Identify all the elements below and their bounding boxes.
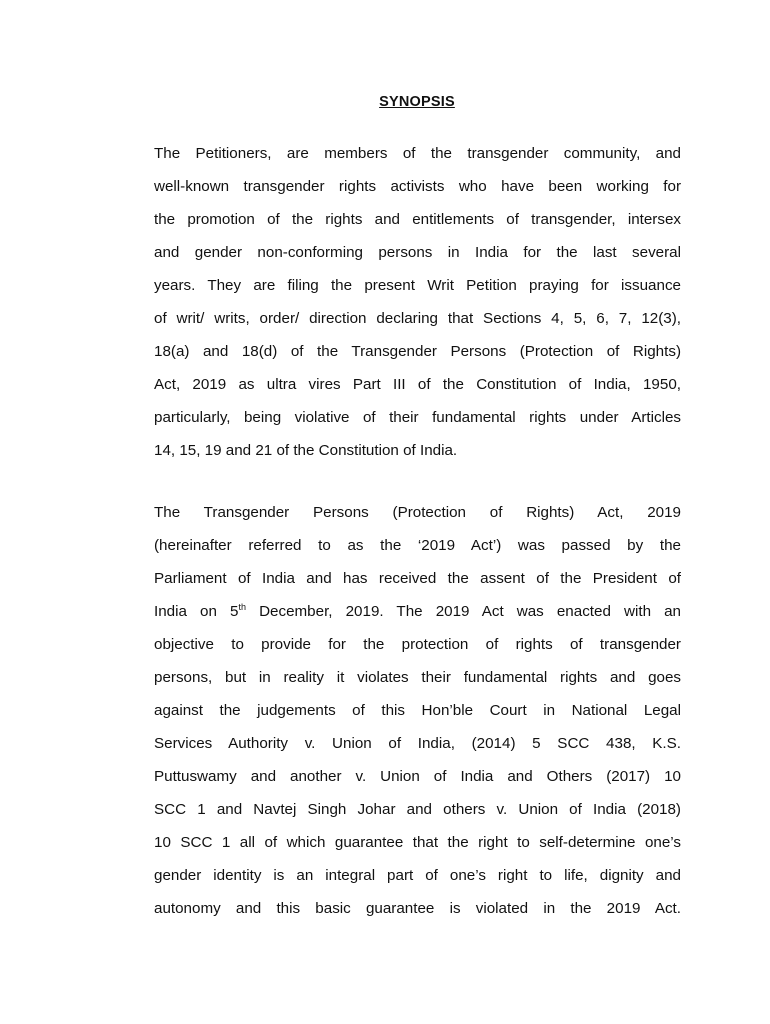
paragraph-line: objective to provide for the protection of rights of transgender (154, 636, 681, 653)
paragraph-line: the promotion of the rights and entitlements of transgender, intersex (154, 211, 681, 228)
paragraph-line: autonomy and this basic guarantee is violated in the 2019 Act. (154, 900, 681, 917)
paragraph-line: The Transgender Persons (Protection of Rights) Act, 2019 (154, 504, 681, 521)
paragraph-line: well-known transgender rights activists who have been working for (154, 178, 681, 195)
paragraph-line: Act, 2019 as ultra vires Part III of the Constitution of India, 1950, (154, 376, 681, 393)
ordinal-superscript: th (238, 602, 246, 612)
paragraph-line: 14, 15, 19 and 21 of the Constitution of India. (154, 442, 458, 459)
document-title: SYNOPSIS (379, 94, 455, 110)
paragraph-line: Puttuswamy and another v. Union of India and Others (2017) 10 (154, 768, 681, 785)
paragraph-line: and gender non-conforming persons in India for the last several (154, 244, 681, 261)
paragraph-line: years. They are filing the present Writ Petition praying for issuance (154, 277, 681, 294)
paragraph-line: persons, but in reality it violates their fundamental rights and goes (154, 669, 681, 686)
date-text-suffix: December, 2019. The 2019 Act was enacted with an (245, 603, 681, 620)
paragraph-petitioners (154, 137, 681, 467)
paragraph-line: against the judgements of this Hon’ble Court in National Legal (154, 702, 681, 719)
paragraph-line: of writ/ writs, order/ direction declaring that Sections 4, 5, 6, 7, 12(3), (154, 310, 681, 327)
paragraph-line: SCC 1 and Navtej Singh Johar and others v. Union of India (2018) (154, 801, 681, 818)
paragraph-line: particularly, being violative of their fundamental rights under Articles (154, 409, 681, 426)
paragraph-line: gender identity is an integral part of one’s right to life, dignity and (154, 867, 681, 884)
paragraph-line: The Petitioners, are members of the transgender community, and (154, 145, 681, 162)
paragraph-2019-act (154, 496, 681, 925)
paragraph-line: (hereinafter referred to as the ‘2019 Act’) was passed by the (154, 537, 681, 554)
paragraph-line: 10 SCC 1 all of which guarantee that the right to self-determine one’s (154, 834, 681, 851)
paragraph-line: Services Authority v. Union of India, (2014) 5 SCC 438, K.S. (154, 735, 681, 752)
paragraph-line: 18(a) and 18(d) of the Transgender Persons (Protection of Rights) (154, 343, 681, 360)
date-text-prefix: India on 5 (154, 603, 239, 620)
paragraph-line: Parliament of India and has received the assent of the President of (154, 570, 681, 587)
paragraph-line-with-date (154, 595, 681, 628)
